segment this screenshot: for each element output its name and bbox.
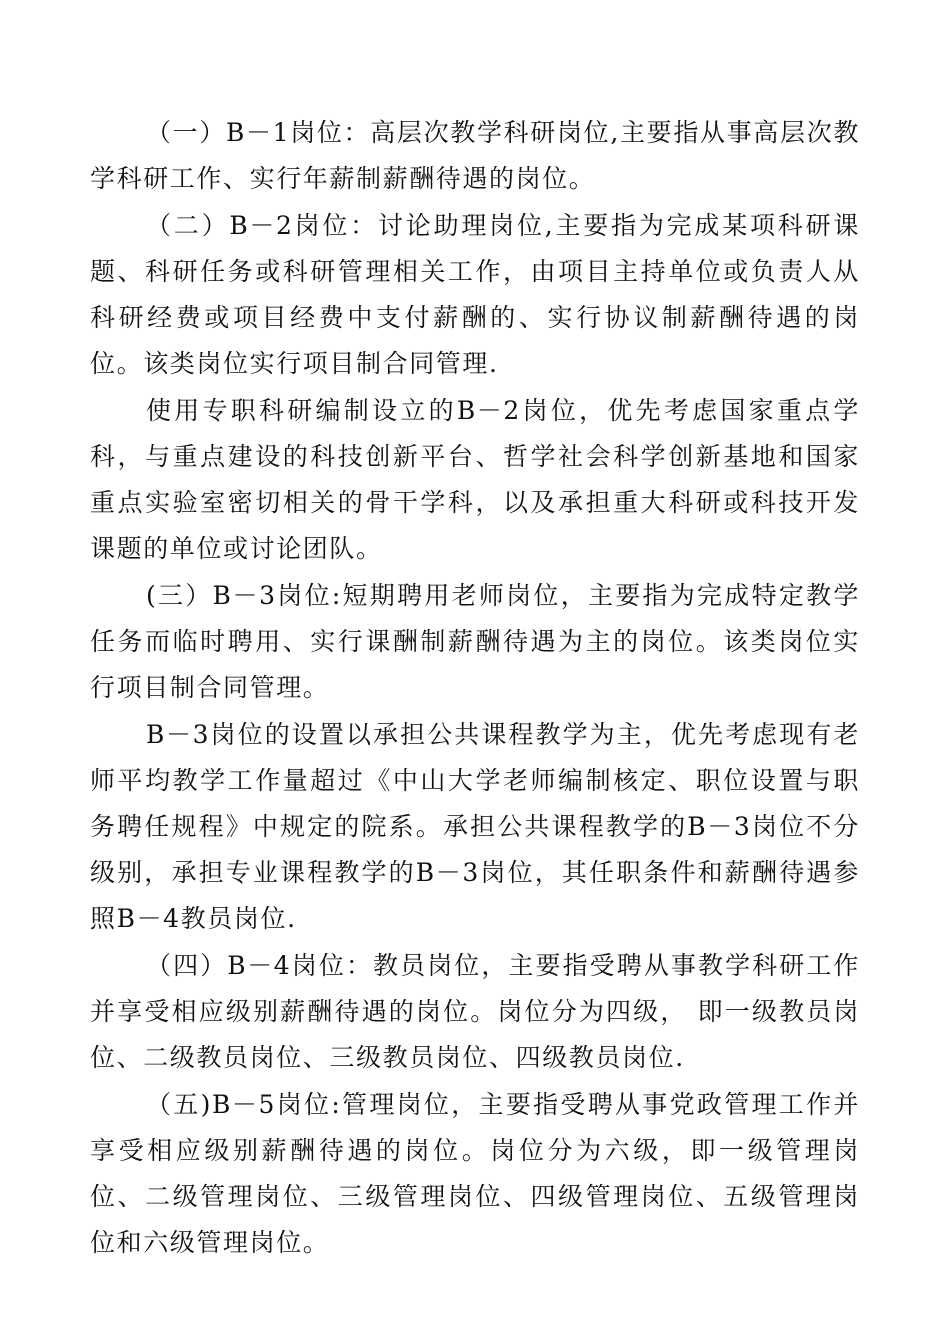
paragraph-b2: （二）B－2岗位：讨论助理岗位,主要指为完成某项科研课题、科研任务或科研管理相关工作，由项目主持单位或负责人从科研经费或项目经费中支付薪酬的、实行协议制薪酬待遇的岗位。该类岗位实行项目制合同管理. bbox=[90, 211, 860, 378]
document-body bbox=[90, 110, 860, 1266]
paragraph-b2-details: 使用专职科研编制设立的B－2岗位，优先考虑国家重点学科，与重点建设的科技创新平台、哲学社会科学创新基地和国家重点实验室密切相关的骨干学科，以及承担重大科研或科技开发课题的单位或讨论团队。 bbox=[90, 396, 860, 563]
paragraph-b5: （五)B－5岗位:管理岗位，主要指受聘从事党政管理工作并享受相应级别薪酬待遇的岗位。岗位分为六级，即一级管理岗位、二级管理岗位、三级管理岗位、四级管理岗位、五级管理岗位和六级管理岗位。 bbox=[90, 1090, 860, 1257]
paragraph-b4: （四）B－4岗位：教员岗位，主要指受聘从事教学科研工作并享受相应级别薪酬待遇的岗位。岗位分为四级， 即一级教员岗位、二级教员岗位、三级教员岗位、四级教员岗位. bbox=[90, 951, 860, 1072]
paragraph-b3: (三）B－3岗位:短期聘用老师岗位，主要指为完成特定教学任务而临时聘用、实行课酬制薪酬待遇为主的岗位。该类岗位实行项目制合同管理。 bbox=[90, 581, 860, 702]
paragraph-b3-details: B－3岗位的设置以承担公共课程教学为主，优先考虑现有老师平均教学工作量超过《中山大学老师编制核定、职位设置与职务聘任规程》中规定的院系。承担公共课程教学的B－3岗位不分级别，承担专业课程教学的B－3岗位，其任职条件和薪酬待遇参照B－4教员岗位. bbox=[90, 720, 860, 933]
paragraph-b1: （一）B－1岗位：高层次教学科研岗位,主要指从事高层次教学科研工作、实行年薪制薪酬待遇的岗位。 bbox=[90, 118, 860, 193]
